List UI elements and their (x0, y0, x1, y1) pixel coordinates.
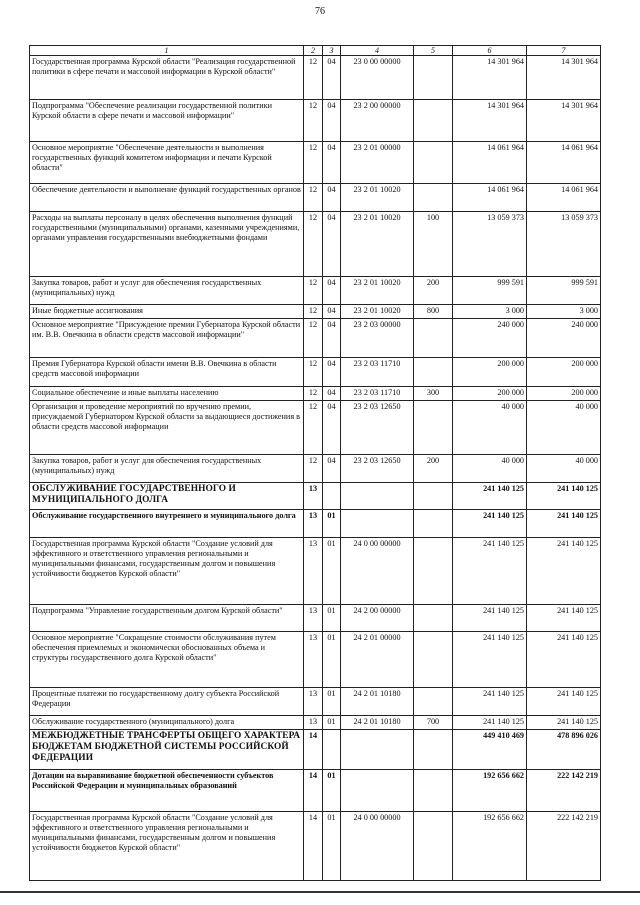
target-article-code (341, 510, 414, 538)
row-name: Премия Губернатора Курской области имени В.В. Овечкина в области средств массовой информации (30, 358, 304, 387)
target-article-code (341, 483, 414, 510)
expense-type-code (414, 605, 453, 632)
row-name: МЕЖБЮДЖЕТНЫЕ ТРАНСФЕРТЫ ОБЩЕГО ХАРАКТЕРА БЮДЖЕТАМ БЮДЖЕТНОЙ СИСТЕМЫ РОССИЙСКОЙ ФЕДЕРАЦИИ (30, 730, 304, 770)
amount-year-2: 240 000 (527, 319, 601, 358)
amount-year-2: 478 896 026 (527, 730, 601, 770)
target-article-code: 24 2 01 10180 (341, 688, 414, 716)
row-name: Основное мероприятие "Обеспечение деятельности и выполнения государственных функций комитетом информации и печати Курской области" (30, 142, 304, 184)
table-row (30, 483, 601, 510)
amount-year-2: 241 140 125 (527, 632, 601, 688)
table-row (30, 730, 601, 770)
expense-type-code (414, 538, 453, 605)
row-name: Социальное обеспечение и иные выплаты населению (30, 387, 304, 401)
row-name: Основное мероприятие "Сокращение стоимости обслуживания путем обеспечения приемлемых и экономически обоснованных объема и структуры государственного долга Курской области" (30, 632, 304, 688)
row-name: Иные бюджетные ассигнования (30, 305, 304, 319)
target-article-code: 23 2 01 10020 (341, 305, 414, 319)
table-row (30, 605, 601, 632)
amount-year-1: 240 000 (453, 319, 527, 358)
subsection-code: 04 (323, 387, 341, 401)
section-code: 14 (304, 770, 323, 812)
amount-year-1: 200 000 (453, 358, 527, 387)
table-row (30, 358, 601, 387)
amount-year-2: 14 301 964 (527, 56, 601, 100)
subsection-code: 04 (323, 455, 341, 483)
table-row (30, 401, 601, 455)
table-row (30, 212, 601, 277)
page-number: 76 (315, 6, 325, 17)
row-name: Дотации на выравнивание бюджетной обеспеченности субъектов Российской Федерации и муниципальных образований (30, 770, 304, 812)
target-article-code (341, 730, 414, 770)
target-article-code: 24 0 00 00000 (341, 538, 414, 605)
column-header: 2 (304, 46, 323, 56)
expense-type-code (414, 770, 453, 812)
subsection-code: 04 (323, 319, 341, 358)
target-article-code: 23 2 03 11710 (341, 387, 414, 401)
amount-year-1: 241 140 125 (453, 510, 527, 538)
section-code: 12 (304, 455, 323, 483)
amount-year-2: 999 591 (527, 277, 601, 305)
table-row (30, 277, 601, 305)
amount-year-2: 241 140 125 (527, 483, 601, 510)
amount-year-1: 14 061 964 (453, 142, 527, 184)
column-header: 7 (527, 46, 601, 56)
column-header: 1 (30, 46, 304, 56)
row-name: ОБСЛУЖИВАНИЕ ГОСУДАРСТВЕННОГО И МУНИЦИПАЛЬНОГО ДОЛГА (30, 483, 304, 510)
amount-year-2: 241 140 125 (527, 716, 601, 730)
subsection-code: 01 (323, 770, 341, 812)
column-header: 4 (341, 46, 414, 56)
amount-year-1: 14 301 964 (453, 56, 527, 100)
amount-year-1: 14 301 964 (453, 100, 527, 142)
table-row (30, 538, 601, 605)
target-article-code: 23 2 03 12650 (341, 455, 414, 483)
expense-type-code: 800 (414, 305, 453, 319)
row-name: Государственная программа Курской области "Создание условий для эффективного и ответственного управления региональными и муниципальными финансами, государственным долгом и повышения устойчивости бюджетов Курской области" (30, 538, 304, 605)
row-name: Государственная программа Курской области "Создание условий для эффективного и ответственного управления региональными и муниципальными финансами, государственным долгом и повышения устойчивости бюджетов Курской области" (30, 812, 304, 881)
expense-type-code (414, 812, 453, 881)
row-name: Подпрограмма "Управление государственным долгом Курской области" (30, 605, 304, 632)
target-article-code: 24 0 00 00000 (341, 812, 414, 881)
subsection-code: 01 (323, 716, 341, 730)
expense-type-code (414, 100, 453, 142)
table-row (30, 688, 601, 716)
table-row (30, 56, 601, 100)
target-article-code: 23 2 03 12650 (341, 401, 414, 455)
section-code: 13 (304, 632, 323, 688)
subsection-code: 01 (323, 688, 341, 716)
table-row (30, 387, 601, 401)
table-row (30, 510, 601, 538)
amount-year-1: 192 656 662 (453, 812, 527, 881)
target-article-code: 23 0 00 00000 (341, 56, 414, 100)
amount-year-2: 3 000 (527, 305, 601, 319)
target-article-code: 23 2 01 10020 (341, 212, 414, 277)
table-row (30, 716, 601, 730)
expense-type-code (414, 483, 453, 510)
budget-table (29, 45, 601, 881)
target-article-code: 23 2 03 11710 (341, 358, 414, 387)
subsection-code (323, 730, 341, 770)
amount-year-2: 222 142 219 (527, 812, 601, 881)
subsection-code: 04 (323, 305, 341, 319)
amount-year-2: 200 000 (527, 358, 601, 387)
section-code: 13 (304, 716, 323, 730)
table-row (30, 142, 601, 184)
expense-type-code (414, 632, 453, 688)
table-row (30, 812, 601, 881)
expense-type-code (414, 319, 453, 358)
table-row (30, 184, 601, 212)
amount-year-2: 40 000 (527, 401, 601, 455)
expense-type-code: 200 (414, 455, 453, 483)
section-code: 12 (304, 401, 323, 455)
amount-year-1: 449 410 469 (453, 730, 527, 770)
subsection-code: 04 (323, 56, 341, 100)
amount-year-1: 999 591 (453, 277, 527, 305)
amount-year-2: 14 301 964 (527, 100, 601, 142)
amount-year-2: 241 140 125 (527, 688, 601, 716)
section-code: 13 (304, 538, 323, 605)
amount-year-2: 40 000 (527, 455, 601, 483)
expense-type-code (414, 184, 453, 212)
expense-type-code (414, 56, 453, 100)
subsection-code: 01 (323, 510, 341, 538)
section-code: 12 (304, 142, 323, 184)
row-name: Обслуживание государственного (муниципального) долга (30, 716, 304, 730)
expense-type-code: 700 (414, 716, 453, 730)
amount-year-1: 241 140 125 (453, 605, 527, 632)
column-header: 3 (323, 46, 341, 56)
subsection-code: 04 (323, 401, 341, 455)
row-name: Организация и проведение мероприятий по вручению премии, присуждаемой Губернатором Курской области за выдающиеся достижения в области средств массовой информации (30, 401, 304, 455)
subsection-code: 04 (323, 358, 341, 387)
section-code: 12 (304, 305, 323, 319)
section-code: 13 (304, 483, 323, 510)
target-article-code: 24 2 01 10180 (341, 716, 414, 730)
section-code: 13 (304, 605, 323, 632)
subsection-code (323, 483, 341, 510)
expense-type-code: 200 (414, 277, 453, 305)
row-name: Государственная программа Курской области "Реализация государственной политики в сфере печати и массовой информации в Курской области" (30, 56, 304, 100)
section-code: 12 (304, 319, 323, 358)
target-article-code: 23 2 03 00000 (341, 319, 414, 358)
amount-year-1: 14 061 964 (453, 184, 527, 212)
subsection-code: 01 (323, 812, 341, 881)
subsection-code: 04 (323, 142, 341, 184)
amount-year-2: 241 140 125 (527, 605, 601, 632)
section-code: 12 (304, 277, 323, 305)
table-row (30, 305, 601, 319)
expense-type-code (414, 142, 453, 184)
amount-year-2: 241 140 125 (527, 510, 601, 538)
expense-type-code (414, 358, 453, 387)
expense-type-code (414, 730, 453, 770)
bottom-rule (0, 891, 640, 893)
section-code: 12 (304, 387, 323, 401)
table-row (30, 100, 601, 142)
subsection-code: 04 (323, 100, 341, 142)
amount-year-1: 200 000 (453, 387, 527, 401)
target-article-code: 23 2 00 00000 (341, 100, 414, 142)
amount-year-1: 40 000 (453, 455, 527, 483)
target-article-code: 23 2 01 10020 (341, 184, 414, 212)
subsection-code: 04 (323, 184, 341, 212)
amount-year-2: 13 059 373 (527, 212, 601, 277)
section-code: 13 (304, 688, 323, 716)
expense-type-code: 100 (414, 212, 453, 277)
row-name: Подпрограмма "Обеспечение реализации государственной политики Курской области в сфере печати и массовой информации" (30, 100, 304, 142)
target-article-code: 24 2 00 00000 (341, 605, 414, 632)
row-name: Обеспечение деятельности и выполнение функций государственных органов (30, 184, 304, 212)
section-code: 12 (304, 100, 323, 142)
section-code: 12 (304, 212, 323, 277)
row-name: Основное мероприятие "Присуждение премии Губернатора Курской области им. В.В. Овечкина в области средств массовой информации" (30, 319, 304, 358)
table-row (30, 770, 601, 812)
section-code: 13 (304, 510, 323, 538)
amount-year-1: 192 656 662 (453, 770, 527, 812)
row-name: Закупка товаров, работ и услуг для обеспечения государственных (муниципальных) нужд (30, 277, 304, 305)
table-row (30, 632, 601, 688)
expense-type-code (414, 688, 453, 716)
section-code: 12 (304, 184, 323, 212)
column-header: 5 (414, 46, 453, 56)
section-code: 14 (304, 730, 323, 770)
section-code: 14 (304, 812, 323, 881)
subsection-code: 04 (323, 277, 341, 305)
amount-year-1: 241 140 125 (453, 483, 527, 510)
amount-year-2: 222 142 219 (527, 770, 601, 812)
column-header-row (30, 46, 601, 56)
target-article-code: 23 2 01 10020 (341, 277, 414, 305)
amount-year-2: 14 061 964 (527, 184, 601, 212)
target-article-code: 23 2 01 00000 (341, 142, 414, 184)
row-name: Закупка товаров, работ и услуг для обеспечения государственных (муниципальных) нужд (30, 455, 304, 483)
column-header: 6 (453, 46, 527, 56)
amount-year-1: 241 140 125 (453, 716, 527, 730)
expense-type-code (414, 401, 453, 455)
subsection-code: 04 (323, 212, 341, 277)
expense-type-code: 300 (414, 387, 453, 401)
expense-type-code (414, 510, 453, 538)
table-row (30, 319, 601, 358)
subsection-code: 01 (323, 538, 341, 605)
table-row (30, 455, 601, 483)
row-name: Процентные платежи по государственному долгу субъекта Российской Федерации (30, 688, 304, 716)
section-code: 12 (304, 358, 323, 387)
amount-year-1: 241 140 125 (453, 632, 527, 688)
amount-year-1: 40 000 (453, 401, 527, 455)
subsection-code: 01 (323, 632, 341, 688)
amount-year-1: 13 059 373 (453, 212, 527, 277)
amount-year-1: 241 140 125 (453, 538, 527, 605)
target-article-code: 24 2 01 00000 (341, 632, 414, 688)
row-name: Обслуживание государственного внутреннего и муниципального долга (30, 510, 304, 538)
row-name: Расходы на выплаты персоналу в целях обеспечения выполнения функций государственными (муниципальными) органами, казенными учреждениями, органами управления государственными внебюджетными фондами (30, 212, 304, 277)
amount-year-1: 241 140 125 (453, 688, 527, 716)
section-code: 12 (304, 56, 323, 100)
subsection-code: 01 (323, 605, 341, 632)
amount-year-2: 200 000 (527, 387, 601, 401)
amount-year-1: 3 000 (453, 305, 527, 319)
target-article-code (341, 770, 414, 812)
amount-year-2: 14 061 964 (527, 142, 601, 184)
amount-year-2: 241 140 125 (527, 538, 601, 605)
